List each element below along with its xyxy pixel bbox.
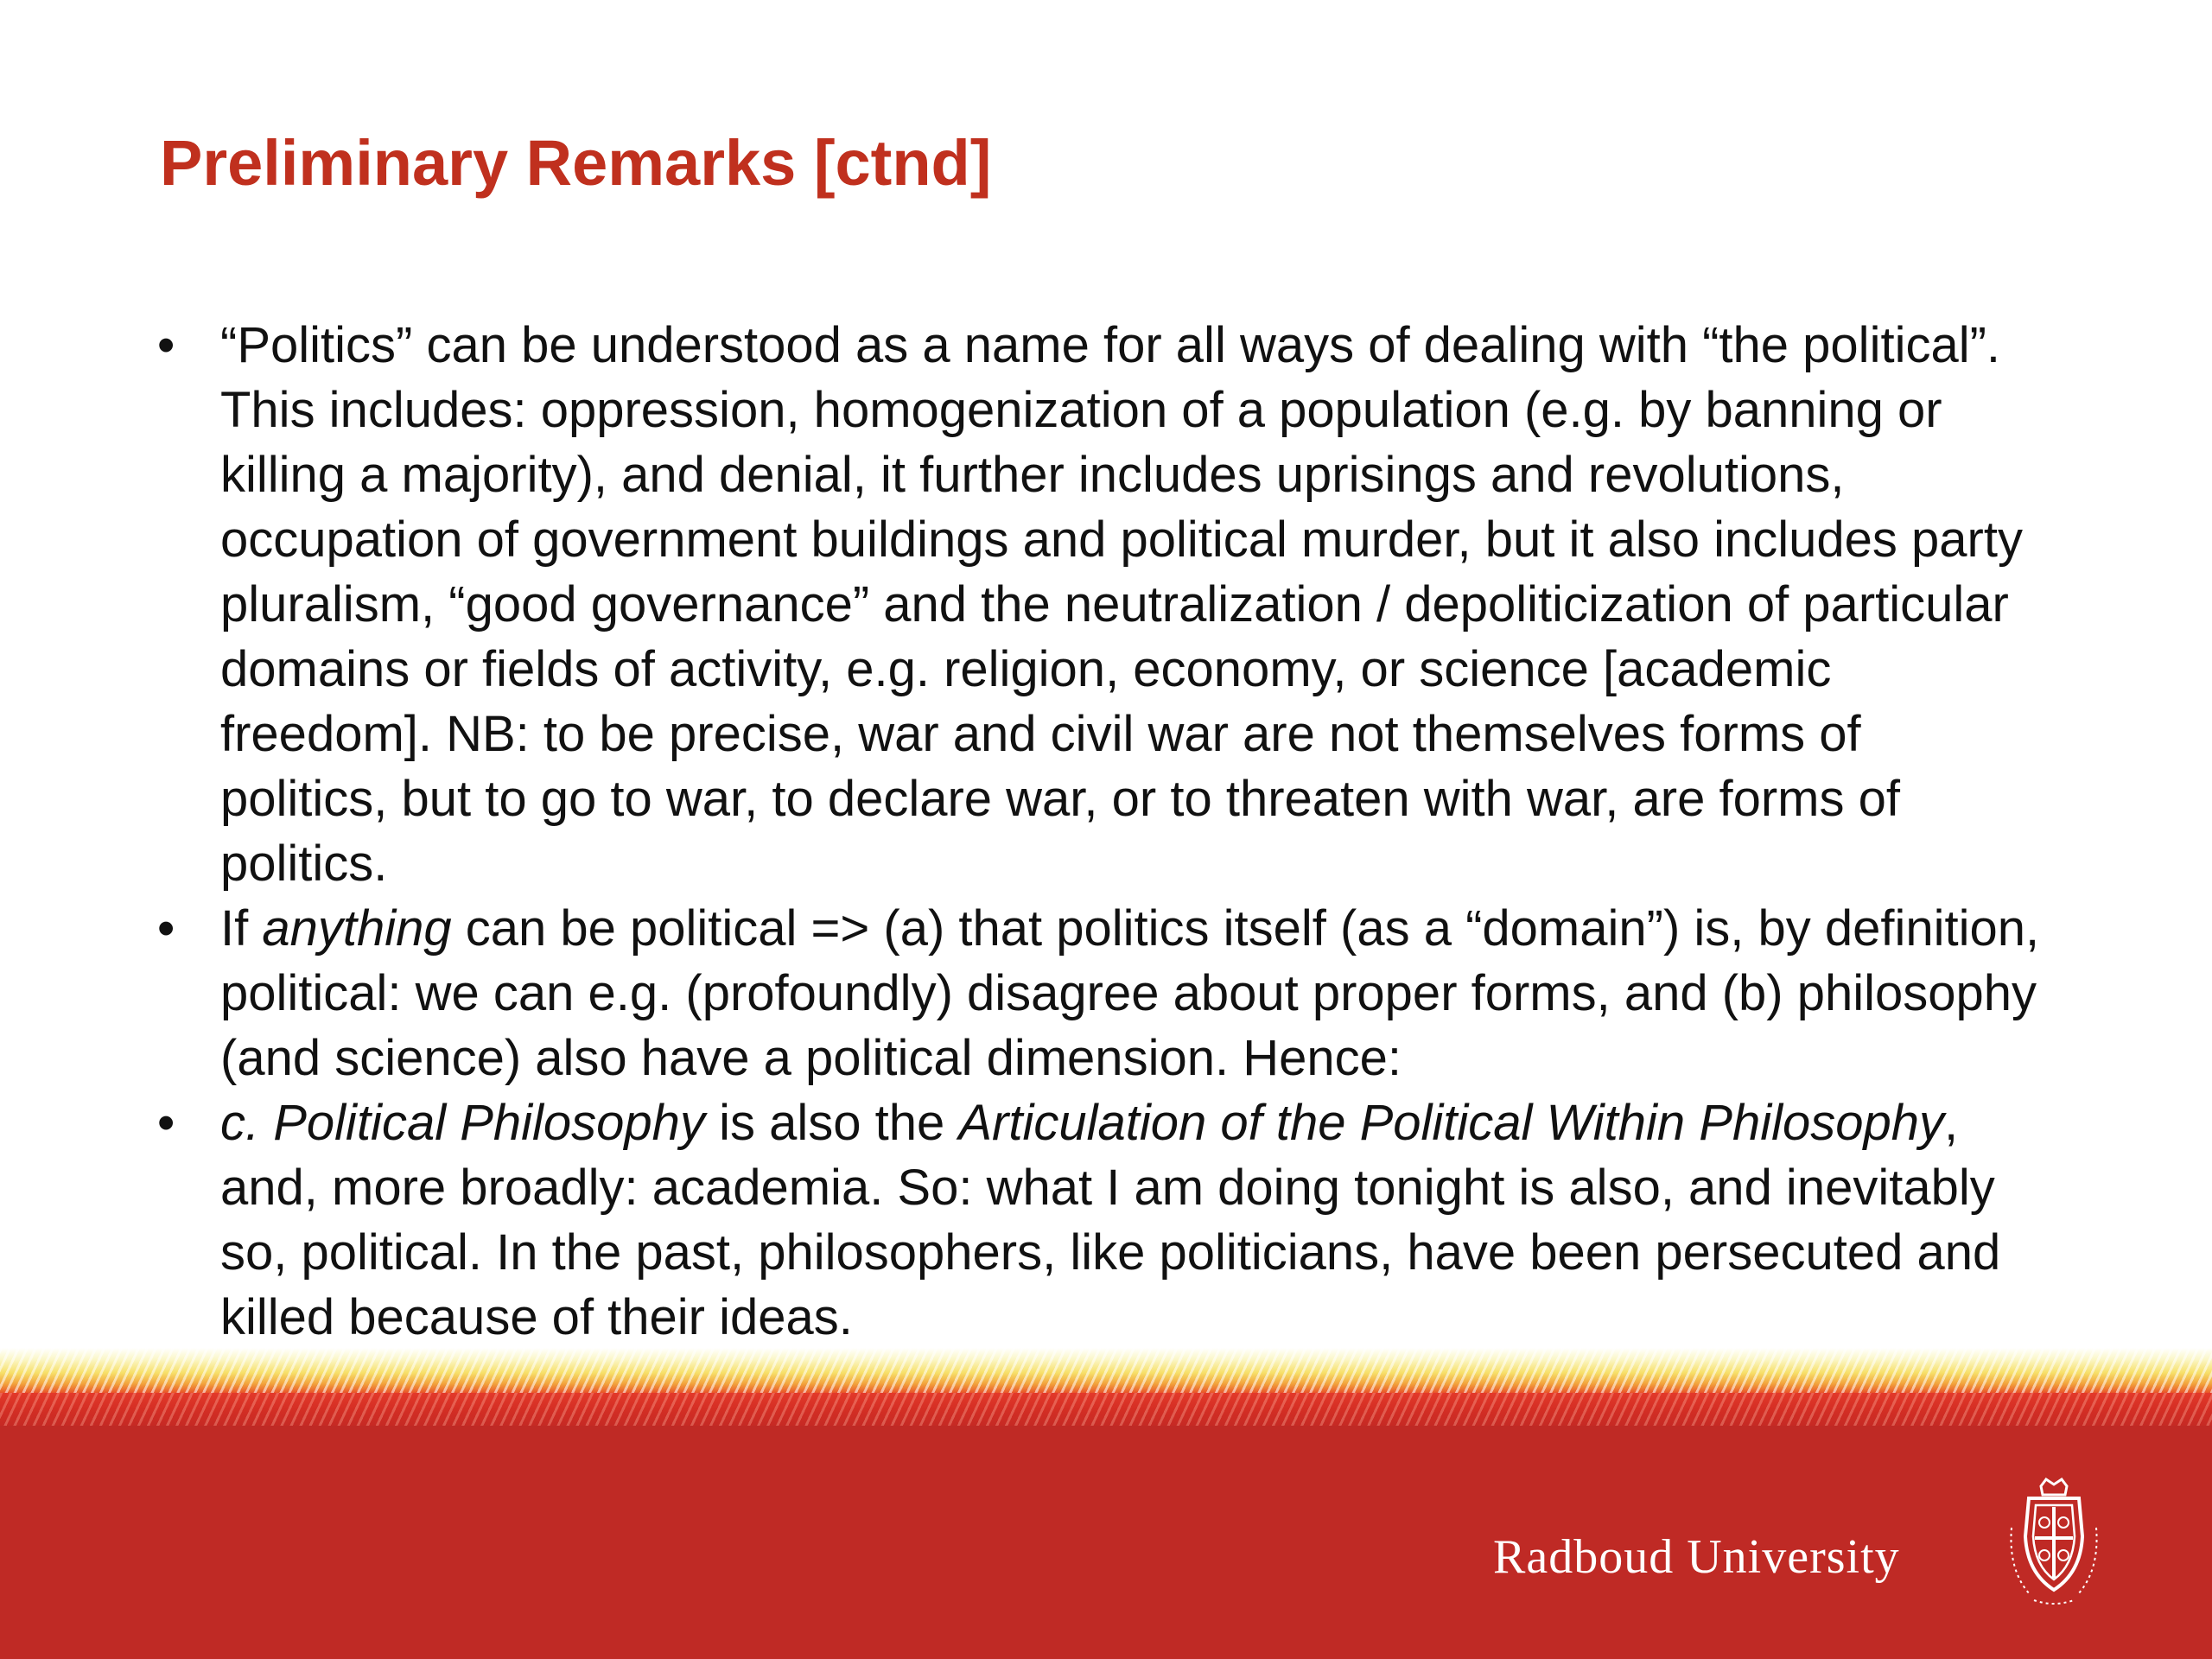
bullet-dot: • <box>157 317 175 373</box>
bullet-text-part: If <box>220 900 263 957</box>
bullet-text-italic: Articulation of the Political Within Philosophy <box>958 1095 1945 1151</box>
bullet-item-political-philosophy <box>157 1090 2041 1350</box>
footer-decorative-stripes <box>0 1348 2212 1393</box>
bullet-text-part: , and, more broadly: academia. So: what I am doing tonight is also, and inevitably so, political. In the past, philosophers, like politicians, have been persecuted and killed because of their ideas. <box>220 1095 2001 1345</box>
bullet-text-part: can be political => (a) that politics itself (as a “domain”) is, by definition, political: we can e.g. (profoundly) disagree about proper forms, and (b) philosophy (and science) also have a political dimension. Hence: <box>220 900 2040 1086</box>
bullet-dot: • <box>157 1095 175 1151</box>
radboud-seal-icon <box>1996 1476 2113 1605</box>
bullet-text-italic: c. Political Philosophy <box>220 1095 720 1151</box>
bullet-item-anything-political <box>157 896 2041 1090</box>
footer-decorative-stripes-red <box>0 1393 2212 1426</box>
bullet-text-italic: anything <box>262 900 452 957</box>
bullet-item-politics <box>157 313 2041 896</box>
bullet-text <box>220 1090 2041 1350</box>
bullet-list <box>157 313 2041 1350</box>
slide-title: Preliminary Remarks [ctnd] <box>160 127 992 199</box>
bullet-text <box>220 896 2041 1090</box>
bullet-text-part: is also the <box>719 1095 959 1151</box>
bullet-text: “Politics” can be understood as a name for all ways of dealing with “the political”. This includes: oppression, homogenization of a population (e.g. by banning or killing a majority), and denial, it further includes uprisings and revolutions, occupation of government buildings and political murder, but it also includes party pluralism, “good governance” and the neutralization / depoliticization of particular domains or fields of activity, e.g. religion, economy, or science [academic freedom]. NB: to be precise, war and civil war are not themselves forms of politics, but to go to war, to declare war, or to threaten with war, are forms of politics. <box>220 317 2023 892</box>
university-name: Radboud University <box>1493 1530 1900 1584</box>
bullet-dot: • <box>157 900 175 957</box>
